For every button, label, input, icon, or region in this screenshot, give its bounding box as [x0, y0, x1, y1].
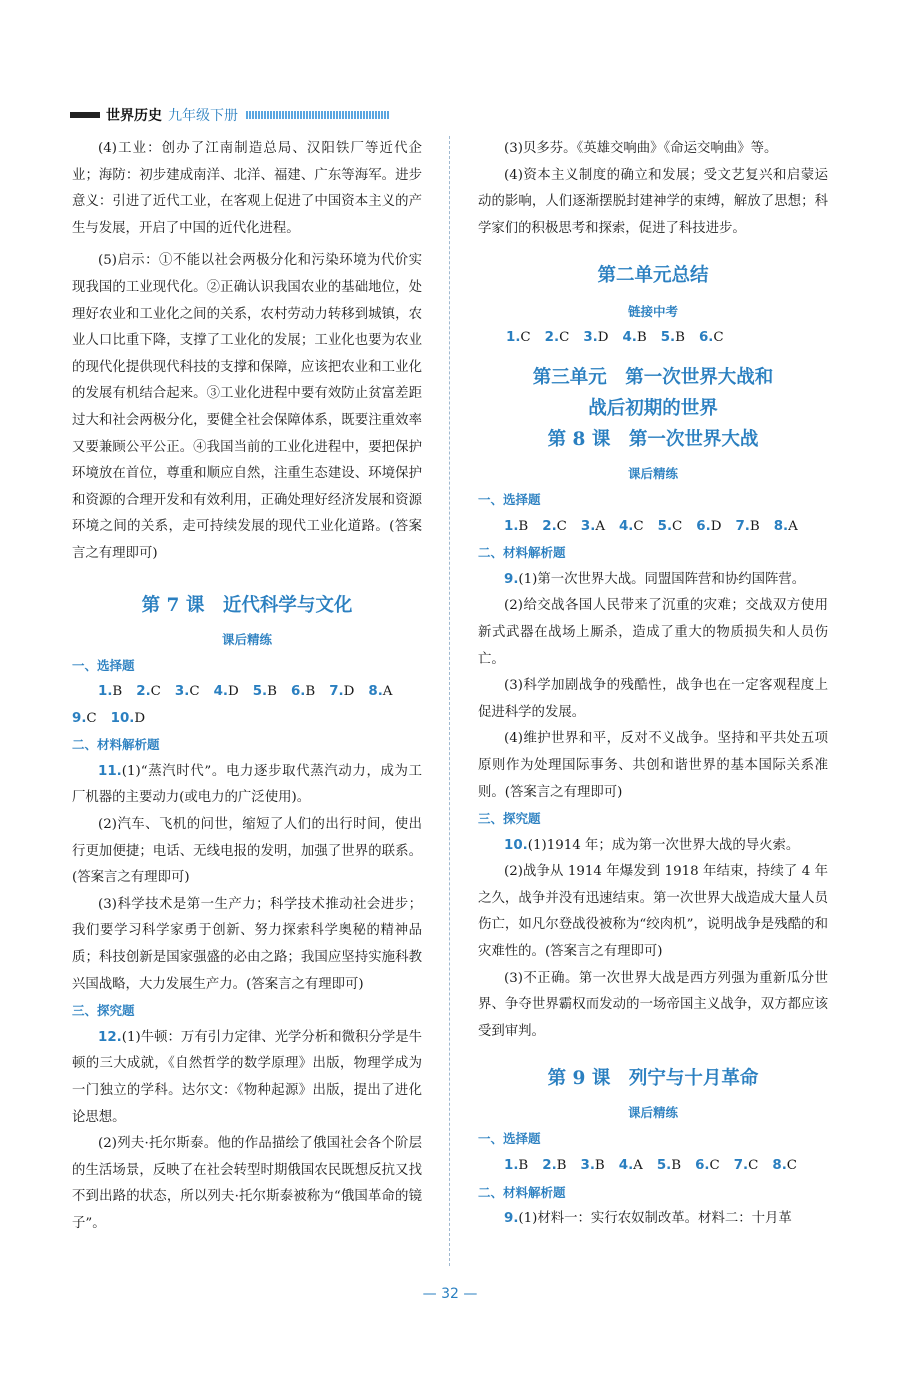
question-number: 11. — [98, 763, 122, 779]
choice-number: 8. — [368, 684, 383, 700]
choice-number: 5. — [657, 518, 673, 534]
answer-paragraph: (2)战争从 1914 年爆发到 1918 年结束，持续了 4 年之久，战争并没有迅速结束。第一次世界大战造成大量人员伤亡，如凡尔登战役被称为“绞肉机”，说明战争是残酷的和灾难性的。(答案言之有理即可) — [478, 864, 828, 960]
choice-answer — [695, 1158, 720, 1173]
answer-paragraph: (3)贝多芬。《英雄交响曲》《命运交响曲》等。 — [504, 141, 778, 156]
answer-paragraph — [72, 759, 422, 812]
choice-value: C — [786, 1158, 798, 1174]
choice-number: 4. — [213, 684, 228, 700]
answer-text: (1)“蒸汽时代”。电力逐步取代蒸汽动力，成为工厂机器的主要动力(或电力的广泛使用)。 — [72, 763, 422, 806]
answer-paragraph: (4)维护世界和平，反对不义战争。坚持和平共处五项原则作为处理国际事务、共创和谐世界的基本国际关系准则。(答案言之有理即可) — [478, 731, 828, 800]
choice-number: 1. — [506, 330, 521, 346]
choice-number: 3. — [580, 518, 596, 534]
choice-value: A — [633, 1158, 643, 1174]
choice-number: 10. — [110, 710, 135, 726]
choice-number: 8. — [772, 1158, 787, 1174]
choice-answer — [734, 1158, 759, 1173]
choice-number: 2. — [542, 518, 557, 534]
choice-value: C — [713, 330, 724, 346]
lesson-title: 第 7 课 近代科学与文化 — [141, 594, 353, 616]
choice-number: 1. — [98, 684, 113, 700]
lesson-subtitle: 课后精练 — [627, 465, 678, 481]
choice-answers — [72, 706, 422, 733]
section-heading: 一、选择题 — [478, 1131, 541, 1147]
lesson-title: 第 9 课 列宁与十月革命 — [547, 1068, 759, 1090]
choice-value: D — [597, 330, 609, 346]
choice-number: 8. — [773, 518, 789, 534]
answer-text: (1)1914 年；成为第一次世界大战的导火索。 — [527, 837, 800, 853]
header-title: 世界历史 — [106, 108, 162, 124]
answer-paragraph: (2)汽车、飞机的问世，缩短了人们的出行时间，使出行更加便捷；电话、无线电报的发明，加强了世界的联系。(答案言之有理即可) — [72, 817, 422, 886]
choice-answer — [111, 711, 145, 726]
choice-answers — [478, 325, 828, 352]
question-number: 10. — [504, 837, 528, 853]
header-bar-right — [246, 111, 390, 119]
answer-paragraph: (3)科学技术是第一生产力；科学技术推动社会进步；我们要学习科学家勇于创新、努力探索科学奥秘的精神品质；科技创新是国家强盛的必由之路；我国应坚持实施科教兴国战略，大力发展生产力。(答案言之有理即可) — [72, 896, 422, 992]
section-heading: 三、探究题 — [478, 811, 541, 827]
section-heading: 二、材料解析题 — [478, 545, 566, 561]
choice-number: 3. — [580, 1158, 595, 1174]
choice-answer — [506, 330, 531, 345]
section-heading: 二、材料解析题 — [72, 737, 160, 753]
choice-answer — [98, 684, 122, 699]
answer-paragraph: (2)给交战各国人民带来了沉重的灾难；交战双方使用新式武器在战场上厮杀，造成了重大的物质损失和人员伤亡。 — [478, 598, 828, 667]
choice-value: A — [382, 684, 393, 700]
choice-number: 5. — [660, 330, 676, 346]
choice-answer — [696, 519, 721, 534]
choice-answer — [774, 519, 798, 534]
choice-answer — [699, 330, 724, 345]
choice-value: C — [520, 330, 531, 346]
choice-value: B — [671, 1158, 682, 1174]
answer-paragraph: (5)启示：①不能以社会两极分化和污染环境为代价实现我国的工业现代化。②正确认识我国农业的基础地位，处理好农业和工业化之间的关系，农村劳动力转移到城镇，农业人口比重下降，支撑了工业化的发展；工业化也要为农业的现代化提供现代科技的支撑和保障，应该把农业和工业化的发展有机结合起来。③工业化进程中要有效防止贫富差距过大和社会两极分化，要健全社会保障体系，既要注重效率又要兼顾公平公正。④我国当前的工业化进程中，要把保护环境放在首位，尊重和顺应自然，注重生态建设、环境保护和资源的合理开发和有效利用，正确处理好经济发展和资源环境之间的关系，走可持续发展的现代工业化道路。(答案言之有理即可) — [72, 253, 422, 561]
choice-value: C — [559, 330, 570, 346]
choice-answer — [542, 519, 567, 534]
right-column — [478, 136, 828, 1233]
choice-number: 2. — [542, 1158, 557, 1174]
section-heading: 三、探究题 — [72, 1003, 135, 1019]
choice-answer — [542, 1158, 566, 1173]
choice-answer — [658, 519, 683, 534]
choice-number: 4. — [622, 330, 637, 346]
choice-answer — [581, 1158, 605, 1173]
choice-value: B — [518, 1158, 529, 1174]
choice-number: 7. — [733, 1158, 749, 1174]
choice-answer — [619, 519, 644, 534]
answer-text: (1)牛顿：万有引力定律、光学分析和微积分学是牛顿的三大成就，《自然哲学的数学原理》出版，物理学成为一门独立的学科。达尔文：《物种起源》出版，提出了进化论思想。 — [72, 1029, 422, 1125]
choice-number: 1. — [504, 518, 519, 534]
choice-value: D — [134, 710, 146, 726]
question-number: 9. — [504, 571, 519, 587]
unit-summary-subtitle: 链接中考 — [627, 304, 678, 320]
choice-value: B — [749, 518, 760, 534]
answer-paragraph — [478, 567, 828, 594]
choice-answer — [504, 1158, 528, 1173]
choice-answer — [583, 330, 608, 345]
choice-value: B — [675, 330, 685, 346]
choice-answer — [214, 684, 239, 699]
choice-answer — [622, 330, 646, 345]
choice-answers — [72, 679, 422, 706]
choice-value: A — [788, 518, 798, 534]
answer-paragraph — [478, 1206, 828, 1233]
choice-number: 6. — [290, 684, 306, 700]
unit-summary-title: 第二单元总结 — [597, 265, 709, 287]
page-number: — 32 — — [422, 1286, 478, 1302]
choice-number: 7. — [329, 684, 344, 700]
choice-answer — [329, 684, 354, 699]
header-bar-left — [70, 112, 100, 118]
answer-text: (1)第一次世界大战。同盟国阵营和协约国阵营。 — [518, 571, 806, 587]
choice-answer — [772, 1158, 797, 1173]
column-divider — [449, 136, 450, 1266]
choice-answer — [368, 684, 392, 699]
header-subtitle: 九年级下册 — [168, 108, 238, 124]
lesson-subtitle: 课后精练 — [627, 1105, 678, 1121]
choice-value: B — [267, 684, 277, 700]
choice-answer — [661, 330, 685, 345]
choice-value: B — [305, 684, 316, 700]
choice-value: C — [633, 518, 644, 534]
answer-paragraph: (4)资本主义制度的确立和发展；受文艺复兴和启蒙运动的影响，人们逐渐摆脱封建神学的束缚，解放了思想；科学家们的积极思考和探索，促进了科技进步。 — [478, 167, 828, 236]
answer-paragraph: (3)科学加剧战争的残酷性，战争也在一定客观程度上促进科学的发展。 — [478, 678, 828, 720]
page-header — [70, 104, 390, 126]
choice-answer — [253, 684, 277, 699]
choice-value: C — [748, 1158, 759, 1174]
choice-number: 6. — [698, 330, 714, 346]
choice-answer — [175, 684, 200, 699]
choice-number: 6. — [696, 518, 711, 534]
choice-answer — [581, 519, 605, 534]
choice-answer — [504, 519, 528, 534]
question-number: 9. — [504, 1211, 519, 1227]
choice-number: 1. — [504, 1158, 519, 1174]
answer-paragraph: (4)工业：创办了江南制造总局、汉阳铁厂等近代企业；海防：初步建成南洋、北洋、福建、广东等海军。进步意义：引进了近代工业，在客观上促进了中国资本主义的产生与发展，开启了中国的近代化进程。 — [72, 141, 422, 236]
choice-number: 2. — [136, 684, 151, 700]
choice-number: 3. — [583, 330, 598, 346]
choice-answer — [291, 684, 315, 699]
section-heading: 一、选择题 — [478, 491, 541, 507]
left-column — [72, 136, 422, 1238]
lesson-subtitle: 课后精练 — [221, 631, 272, 647]
choice-value: B — [518, 518, 529, 534]
choice-value: B — [112, 684, 123, 700]
choice-number: 7. — [735, 518, 750, 534]
choice-number: 9. — [72, 710, 87, 726]
choice-number: 6. — [695, 1158, 710, 1174]
choice-value: D — [710, 518, 722, 534]
choice-value: A — [595, 518, 605, 534]
choice-number: 5. — [252, 684, 268, 700]
choice-answer — [619, 1158, 643, 1173]
choice-answer — [545, 330, 570, 345]
choice-value: D — [227, 684, 239, 700]
lesson-title: 第 8 课 第一次世界大战 — [547, 428, 759, 450]
choice-number: 3. — [174, 684, 190, 700]
choice-number: 4. — [618, 518, 634, 534]
choice-value: C — [672, 518, 683, 534]
choice-answer — [735, 519, 759, 534]
choice-number: 5. — [656, 1158, 672, 1174]
choice-answers — [478, 1153, 828, 1180]
choice-number: 2. — [544, 330, 560, 346]
answer-paragraph — [72, 1025, 422, 1131]
choice-answer — [136, 684, 161, 699]
question-number: 12. — [98, 1029, 122, 1045]
answer-paragraph — [478, 833, 828, 860]
section-heading: 二、材料解析题 — [478, 1184, 566, 1200]
choice-value: D — [343, 684, 355, 700]
choice-value: B — [594, 1158, 605, 1174]
choice-number: 4. — [618, 1158, 634, 1174]
unit-title: 战后初期的世界 — [588, 397, 718, 419]
section-heading: 一、选择题 — [72, 657, 135, 673]
choice-value: B — [556, 1158, 567, 1174]
choice-answer — [72, 711, 97, 726]
answer-paragraph: (2)列夫·托尔斯泰。他的作品描绘了俄国社会各个阶层的生活场景，反映了在社会转型时期俄国农民既想反抗又找不到出路的状态，所以列夫·托尔斯泰被称为“俄国革命的镜子”。 — [72, 1136, 422, 1231]
choice-value: C — [150, 684, 161, 700]
choice-answer — [657, 1158, 681, 1173]
choice-value: C — [189, 684, 200, 700]
choice-value: C — [709, 1158, 720, 1174]
unit-title: 第三单元 第一次世界大战和 — [532, 366, 774, 388]
answer-text: (1)材料一：实行农奴制改革。材料二：十月革 — [518, 1211, 792, 1227]
choice-value: C — [86, 710, 97, 726]
choice-answers — [478, 514, 828, 541]
answer-paragraph: (3)不正确。第一次世界大战是西方列强为重新瓜分世界、争夺世界霸权而发动的一场帝国主义战争，双方都应该受到审判。 — [478, 970, 828, 1039]
choice-value: B — [636, 330, 647, 346]
choice-value: C — [556, 518, 567, 534]
